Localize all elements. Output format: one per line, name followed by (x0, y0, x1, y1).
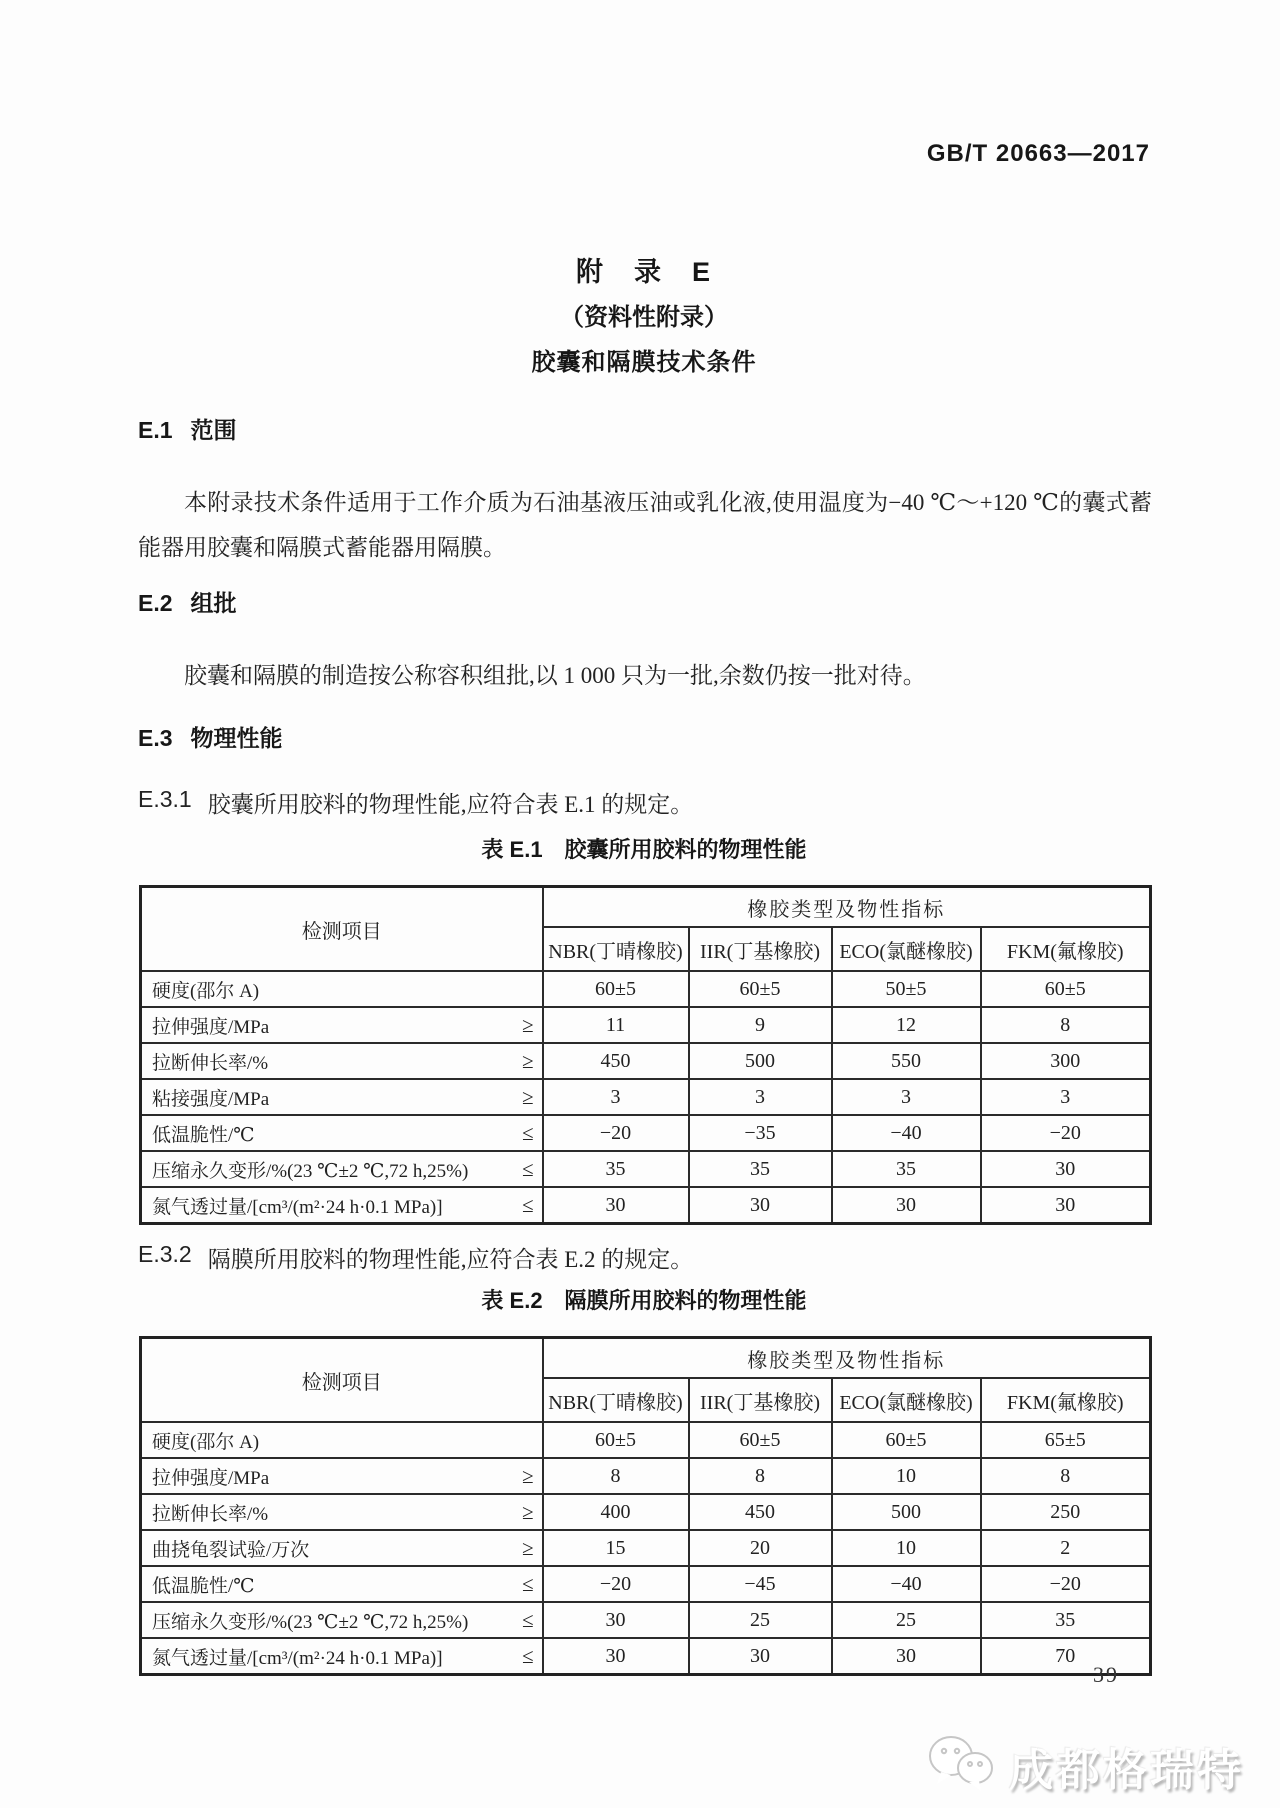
column-header-item: 检测项目 (141, 887, 543, 972)
value-cell: 30 (981, 1187, 1151, 1224)
value-cell: 35 (689, 1151, 832, 1187)
value-cell: 8 (981, 1458, 1151, 1494)
column-header: NBR(丁晴橡胶) (543, 1378, 689, 1422)
relation-symbol: ≥ (521, 1463, 534, 1488)
value-cell: 30 (832, 1187, 981, 1224)
subsection-text: 胶囊所用胶料的物理性能,应符合表 E.1 的规定。 (207, 792, 694, 817)
table-e2-caption: 表 E.2 隔膜所用胶料的物理性能 (481, 1288, 807, 1313)
column-header: IIR(丁基橡胶) (689, 927, 832, 971)
row-label: 拉断伸长率/% (152, 1052, 269, 1074)
table-e1 (139, 885, 1152, 1225)
value-cell: 15 (543, 1530, 689, 1566)
value-cell: 300 (981, 1043, 1151, 1079)
relation-symbol: ≤ (521, 1643, 534, 1668)
row-label-cell (141, 1566, 543, 1602)
column-header: FKM(氟橡胶) (981, 927, 1151, 971)
row-label-cell (141, 1187, 543, 1224)
value-cell: 35 (832, 1151, 981, 1187)
row-label: 硬度(邵尔 A) (152, 980, 260, 1002)
value-cell: 12 (832, 1007, 981, 1043)
value-cell: 65±5 (981, 1422, 1151, 1458)
row-label: 曲挠龟裂试验/万次 (152, 1539, 310, 1561)
row-label-cell (141, 1079, 543, 1115)
row-label-cell (141, 1530, 543, 1566)
value-cell: −40 (832, 1115, 981, 1151)
appendix-subtitle: （资料性附录） (560, 304, 728, 331)
value-cell: 20 (689, 1530, 832, 1566)
section-heading-e1 (138, 412, 237, 445)
column-header: NBR(丁晴橡胶) (543, 927, 689, 971)
table-row (141, 1043, 1151, 1079)
value-cell: −20 (543, 1566, 689, 1602)
relation-symbol: ≥ (521, 1499, 534, 1524)
table-row (141, 1458, 1151, 1494)
column-header-item: 检测项目 (141, 1338, 543, 1423)
table-row (141, 1079, 1151, 1115)
value-cell: 30 (832, 1638, 981, 1675)
subsection-text: 隔膜所用胶料的物理性能,应符合表 E.2 的规定。 (207, 1247, 694, 1272)
row-label: 氮气透过量/[cm³/(m²·24 h·0.1 MPa)] (152, 1647, 443, 1669)
value-cell: −35 (689, 1115, 832, 1151)
table-row (141, 1530, 1151, 1566)
value-cell: −20 (981, 1115, 1151, 1151)
standard-number: GB/T 20663—2017 (926, 140, 1150, 167)
value-cell: 30 (543, 1187, 689, 1224)
relation-symbol: ≥ (521, 1012, 534, 1037)
value-cell: 3 (981, 1079, 1151, 1115)
value-cell: 60±5 (832, 1422, 981, 1458)
row-label: 硬度(邵尔 A) (152, 1431, 260, 1453)
value-cell: 70 (981, 1638, 1151, 1675)
watermark (927, 1732, 1244, 1799)
table-header-row (141, 1338, 1151, 1379)
section-e2-paragraph: 胶囊和隔膜的制造按公称容积组批,以 1 000 只为一批,余数仍按一批对待。 (184, 663, 926, 688)
value-cell: −40 (832, 1566, 981, 1602)
section-number: E.2 (138, 590, 173, 616)
relation-symbol: ≤ (521, 1156, 534, 1181)
row-label-cell (141, 1494, 543, 1530)
value-cell: 400 (543, 1494, 689, 1530)
relation-symbol: ≤ (521, 1607, 534, 1632)
value-cell: 35 (543, 1151, 689, 1187)
row-label-cell (141, 971, 543, 1007)
section-e1-paragraph: 本附录技术条件适用于工作介质为石油基液压油或乳化液,使用温度为−40 ℃～+120 ℃的囊式蓄能器用胶囊和隔膜式蓄能器用隔膜。 (138, 490, 1152, 560)
value-cell: 30 (981, 1151, 1151, 1187)
section-number: E.3 (138, 725, 173, 751)
relation-symbol: ≥ (521, 1535, 534, 1560)
subsection-number: E.3.2 (138, 1241, 192, 1267)
value-cell: 8 (981, 1007, 1151, 1043)
column-header: IIR(丁基橡胶) (689, 1378, 832, 1422)
value-cell: 250 (981, 1494, 1151, 1530)
value-cell: 3 (832, 1079, 981, 1115)
value-cell: 450 (543, 1043, 689, 1079)
table-row (141, 1602, 1151, 1638)
row-label: 拉伸强度/MPa (152, 1016, 270, 1038)
row-label: 氮气透过量/[cm³/(m²·24 h·0.1 MPa)] (152, 1196, 443, 1218)
subsection-number: E.3.1 (138, 786, 192, 812)
table-row (141, 1638, 1151, 1675)
value-cell: 60±5 (981, 971, 1151, 1007)
table-row (141, 1422, 1151, 1458)
value-cell: 60±5 (543, 1422, 689, 1458)
table-row (141, 1187, 1151, 1224)
section-title: 组批 (190, 590, 237, 616)
subsection-e32 (138, 1241, 1152, 1274)
value-cell: 2 (981, 1530, 1151, 1566)
row-label: 拉伸强度/MPa (152, 1467, 270, 1489)
value-cell: 35 (981, 1602, 1151, 1638)
row-label: 低温脆性/℃ (152, 1575, 255, 1597)
column-group-header: 橡胶类型及物性指标 (543, 1338, 1151, 1379)
row-label-cell (141, 1422, 543, 1458)
table-row (141, 971, 1151, 1007)
appendix-topic: 胶囊和隔膜技术条件 (531, 349, 757, 376)
table-row (141, 1494, 1151, 1530)
watermark-brand: 成都格瑞特 (1009, 1745, 1244, 1795)
relation-symbol: ≥ (521, 1048, 534, 1073)
value-cell: 10 (832, 1530, 981, 1566)
row-label-cell (141, 1007, 543, 1043)
value-cell: 9 (689, 1007, 832, 1043)
table-header-row (141, 887, 1151, 928)
table-row (141, 1566, 1151, 1602)
relation-symbol: ≤ (521, 1120, 534, 1145)
value-cell: 450 (689, 1494, 832, 1530)
subsection-e31 (138, 786, 1152, 819)
wechat-bubbles-icon (927, 1732, 1001, 1799)
row-label-cell (141, 1151, 543, 1187)
value-cell: 30 (543, 1638, 689, 1675)
page-number: 39 (1093, 1662, 1119, 1687)
row-label-cell (141, 1043, 543, 1079)
value-cell: 8 (689, 1458, 832, 1494)
row-label: 压缩永久变形/%(23 ℃±2 ℃,72 h,25%) (152, 1611, 469, 1633)
value-cell: 11 (543, 1007, 689, 1043)
column-header: ECO(氯醚橡胶) (832, 1378, 981, 1422)
section-heading-e2 (138, 585, 237, 618)
table-row (141, 1115, 1151, 1151)
section-heading-e3 (138, 720, 283, 753)
value-cell: 500 (832, 1494, 981, 1530)
relation-symbol: ≤ (521, 1571, 534, 1596)
table-e2 (139, 1336, 1152, 1676)
column-header: FKM(氟橡胶) (981, 1378, 1151, 1422)
table-e1-caption: 表 E.1 胶囊所用胶料的物理性能 (481, 837, 807, 862)
table-row (141, 1007, 1151, 1043)
section-number: E.1 (138, 417, 173, 443)
row-label-cell (141, 1602, 543, 1638)
relation-symbol: ≤ (521, 1192, 534, 1217)
value-cell: 30 (543, 1602, 689, 1638)
value-cell: 500 (689, 1043, 832, 1079)
value-cell: 30 (689, 1638, 832, 1675)
value-cell: −20 (543, 1115, 689, 1151)
value-cell: 8 (543, 1458, 689, 1494)
row-label: 粘接强度/MPa (152, 1088, 270, 1110)
value-cell: 25 (689, 1602, 832, 1638)
value-cell: 60±5 (689, 1422, 832, 1458)
row-label-cell (141, 1458, 543, 1494)
appendix-title-block (138, 250, 1150, 377)
value-cell: 3 (689, 1079, 832, 1115)
value-cell: 60±5 (689, 971, 832, 1007)
column-group-header: 橡胶类型及物性指标 (543, 887, 1151, 928)
row-label: 低温脆性/℃ (152, 1124, 255, 1146)
table-row (141, 1151, 1151, 1187)
row-label: 压缩永久变形/%(23 ℃±2 ℃,72 h,25%) (152, 1160, 469, 1182)
value-cell: 30 (689, 1187, 832, 1224)
value-cell: 550 (832, 1043, 981, 1079)
column-header: ECO(氯醚橡胶) (832, 927, 981, 971)
appendix-title: 附 录 E (575, 257, 712, 287)
value-cell: 10 (832, 1458, 981, 1494)
section-title: 范围 (190, 417, 237, 443)
relation-symbol: ≥ (521, 1084, 534, 1109)
value-cell: −45 (689, 1566, 832, 1602)
value-cell: 50±5 (832, 971, 981, 1007)
value-cell: −20 (981, 1566, 1151, 1602)
section-title: 物理性能 (190, 725, 283, 751)
row-label-cell (141, 1638, 543, 1675)
row-label: 拉断伸长率/% (152, 1503, 269, 1525)
value-cell: 60±5 (543, 971, 689, 1007)
row-label-cell (141, 1115, 543, 1151)
value-cell: 25 (832, 1602, 981, 1638)
value-cell: 3 (543, 1079, 689, 1115)
